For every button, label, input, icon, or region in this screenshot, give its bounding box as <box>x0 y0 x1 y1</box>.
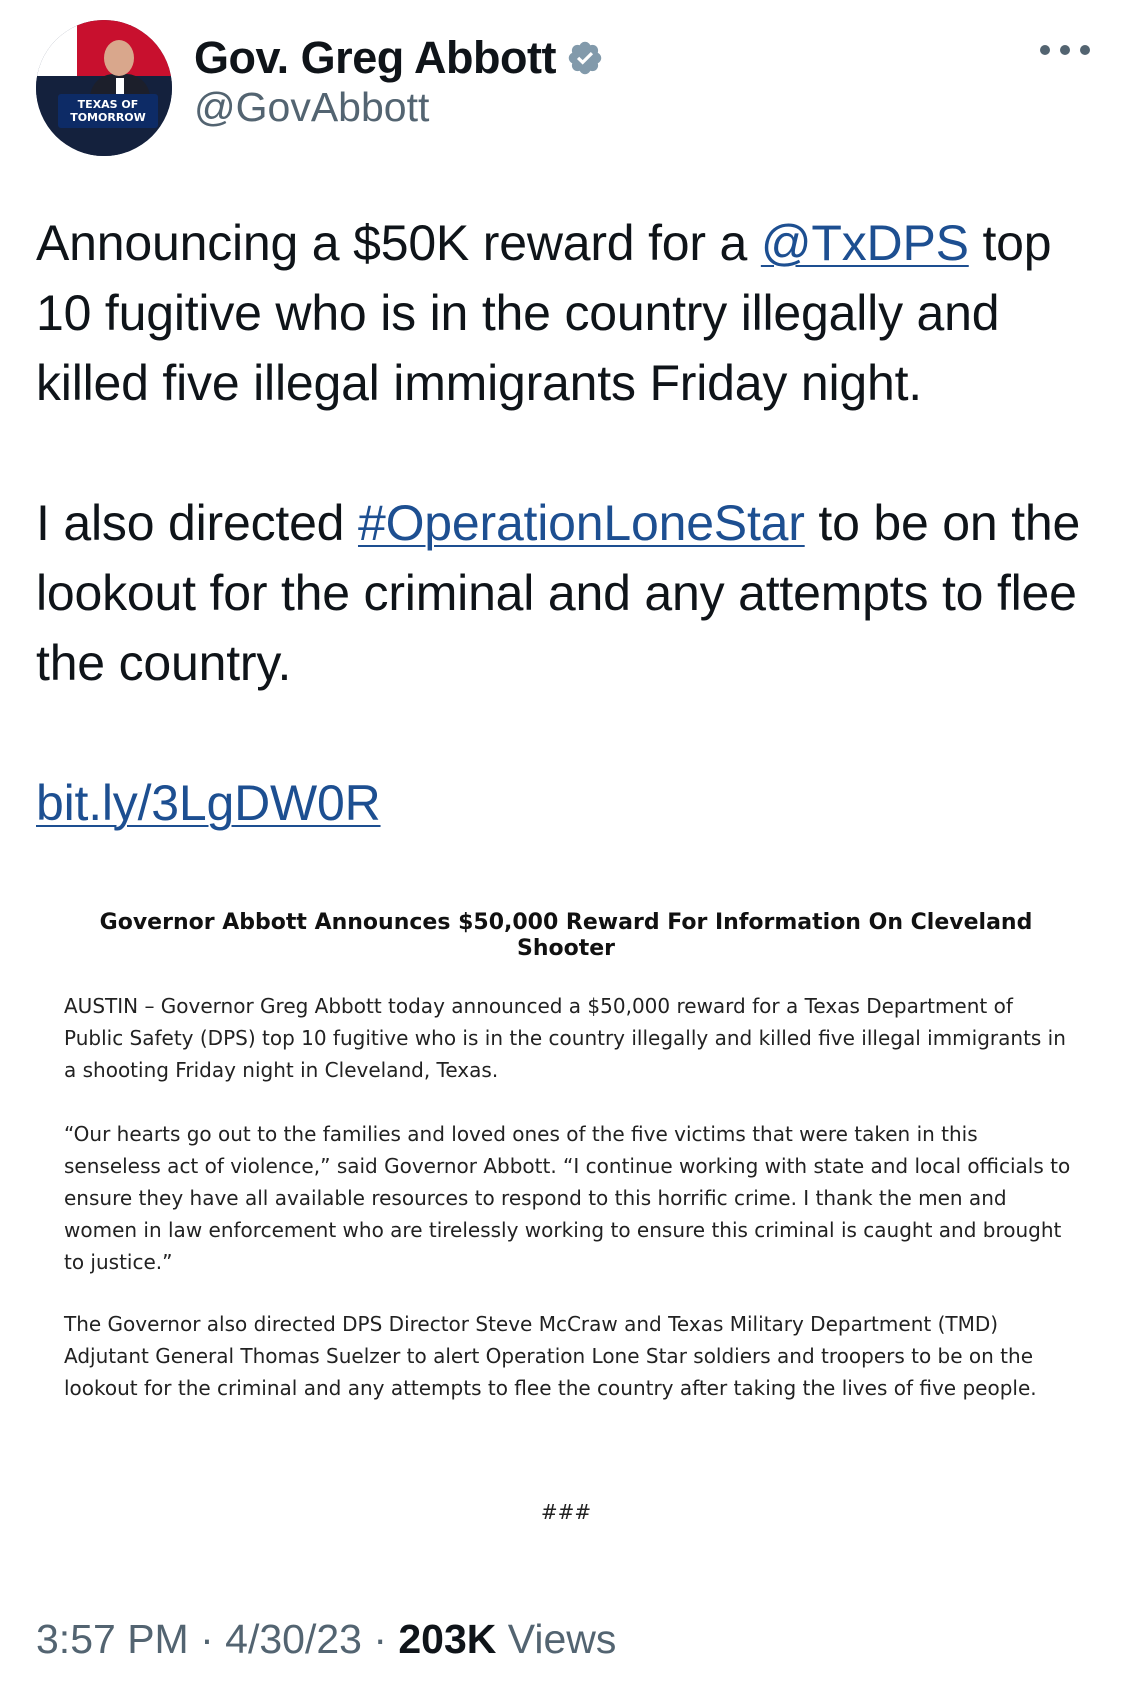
hashtag-link[interactable]: #OperationLoneStar <box>357 495 805 551</box>
more-dot <box>1040 45 1050 55</box>
author-name-row[interactable] <box>194 32 604 84</box>
tweet-metadata <box>36 1616 616 1663</box>
press-release-title: Governor Abbott Announces $50,000 Reward For Information On Cleveland Shooter <box>99 910 1033 961</box>
avatar[interactable] <box>36 20 172 156</box>
views-count[interactable]: 203K <box>398 1616 497 1662</box>
mention-link[interactable]: @TxDPS <box>760 215 969 271</box>
author-handle[interactable]: @GovAbbott <box>194 84 430 130</box>
tweet-text-segment: to be on the lookout for the criminal and any attempts to flee the country. <box>36 495 1081 691</box>
more-dot <box>1060 45 1070 55</box>
avatar-background <box>36 20 172 76</box>
meta-separator: · <box>188 1616 226 1662</box>
views-label: Views <box>496 1616 617 1662</box>
tweet-header <box>36 20 1096 160</box>
tweet-date[interactable]: 4/30/23 <box>225 1616 362 1662</box>
press-release-paragraph: The Governor also directed DPS Director Steve McCraw and Texas Military Department (TMD) Adjutant General Thomas Suelzer to alert Operation Lone Star soldiers and troopers to be on the lookout for the criminal and any attempts to flee the country after taking the lives of five people. <box>64 1312 1037 1400</box>
author-display-name[interactable]: Gov. Greg Abbott <box>194 32 556 83</box>
press-release-paragraph: AUSTIN – Governor Greg Abbott today announced a $50,000 reward for a Texas Department of Public Safety (DPS) top 10 fugitive who is in the country illegally and killed five illegal immigrants in a shooting Friday night in Cleveland, Texas. <box>64 994 1066 1082</box>
more-options-icon[interactable] <box>1040 42 1090 58</box>
more-dot <box>1080 45 1090 55</box>
avatar-person-head <box>104 40 134 76</box>
press-release-end-mark: ### <box>540 1500 592 1524</box>
press-release-paragraph: “Our hearts go out to the families and loved ones of the five victims that were taken in this senseless act of violence,” said Governor Abbott. “I continue working with state and local officials to ensure they have all available resources to respond to this horrific crime. I thank the men and women in law enforcement who are tirelessly working to ensure this criminal is caught and brought to justice.” <box>64 1122 1071 1274</box>
tweet-body <box>36 208 1096 838</box>
press-release-image[interactable] <box>36 910 1096 1530</box>
tweet-paragraph-1 <box>36 208 1096 418</box>
tweet-paragraph-2 <box>36 488 1096 698</box>
tweet-text-segment: I also directed <box>36 495 358 551</box>
tweet-time[interactable]: 3:57 PM <box>36 1616 189 1662</box>
url-link[interactable]: bit.ly/3LgDW0R <box>36 775 381 831</box>
tweet-text-segment: Announcing a $50K reward for a <box>36 215 761 271</box>
avatar-logo-badge: TEXAS OF TOMORROW <box>58 94 158 128</box>
verified-badge-icon[interactable] <box>566 39 604 77</box>
tweet-paragraph-3 <box>36 768 1096 838</box>
tweet-text-segment: top 10 fugitive who is in the country illegally and killed five illegal immigrants Friday night. <box>36 215 1052 411</box>
meta-separator: · <box>361 1616 399 1662</box>
